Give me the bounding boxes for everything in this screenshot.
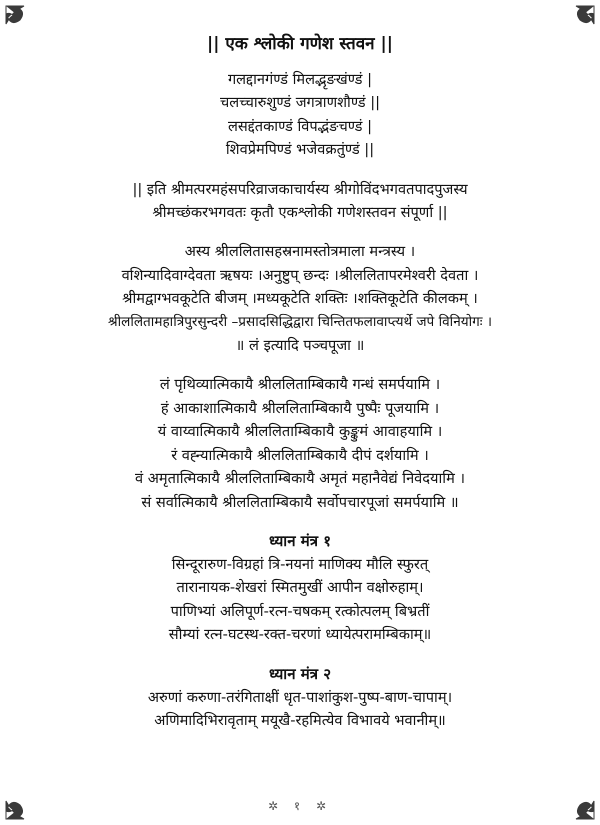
page-title: || एक श्लोकी गणेश स्तवन || xyxy=(207,34,393,54)
puja-line: हं आकाशात्मिकायै श्रीललिताम्बिकायै पुष्पैः पूजयामि । xyxy=(160,399,440,417)
mantra-line: सौम्यां रत्न-घटस्थ-रक्त-चरणां ध्यायेत्परामम्बिकाम्॥ xyxy=(168,626,432,644)
verse-line: गलद्दानगंण्डं मिलद्भृङखंण्डं | xyxy=(227,71,373,88)
puja-line: सं सर्वात्मिकायै श्रीललिताम्बिकायै सर्वोपचारपूजां समर्पयामि ॥ xyxy=(141,493,459,511)
stotra-verse xyxy=(30,68,570,162)
panchapuja-section xyxy=(30,373,570,513)
viniyoga-line: श्रीललितामहात्रिपुरसुन्दरी –प्रसादसिद्धिद्वारा चिन्तितफलावाप्त्यर्थे जपे विनियोगः । xyxy=(107,313,493,330)
dhyana-mantra-1 xyxy=(30,530,570,647)
viniyoga-line: वशिन्यादिवाग्देवता ऋषयः ।अनुष्टुप् छन्दः ।श्रीललितापरमेश्वरी देवता । xyxy=(121,266,479,284)
mantra-line: तारानायक-शेखरां स्मितमुखीं आपीन वक्षोरुहाम्। xyxy=(176,579,424,597)
puja-line: वं अमृतात्मिकायै श्रीललिताम्बिकायै अमृतं महानैवेद्यं निवेदयामि । xyxy=(135,470,465,488)
viniyoga-section xyxy=(30,240,570,357)
viniyoga-line: श्रीमद्वाग्भवकूटेति बीजम् ।मध्यकूटेति शक्तिः ।शक्तिकूटेति कीलकम् । xyxy=(122,290,478,308)
mantra-line: सिन्दूरारुण-विग्रहां त्रि-नयनां माणिक्य मौलि स्फुरत् xyxy=(171,555,429,573)
verse-line: शिवप्रेमपिण्डं भजेवक्रतुंण्डं || xyxy=(225,141,375,159)
section-heading: ध्यान मंत्र २ xyxy=(268,664,332,683)
mantra-line: अरुणां करुणा-तरंगिताक्षीं धृत-पाशांकुश-पुष्प-बाण-चापाम्। xyxy=(147,688,453,706)
viniyoga-line: ॥ लं इत्यादि पञ्चपूजा ॥ xyxy=(235,337,365,355)
footer-ornament-icon: ✲ xyxy=(267,799,285,813)
footer-ornament-icon: ✲ xyxy=(315,799,333,813)
colophon-line: श्रीमच्छंकरभगवतः कृतौ एकश्लोकी गणेशस्तवन संपूर्णा || xyxy=(152,204,448,222)
mantra-line: अणिमादिभिरावृताम् मयूखै-रहमित्येव विभावये भवानीम्॥ xyxy=(154,711,446,729)
page-footer xyxy=(0,797,600,814)
viniyoga-line: अस्य श्रीललितासहस्रनामस्तोत्रमाला मन्त्रस्य । xyxy=(184,243,416,261)
page-number: १ xyxy=(293,799,307,813)
verse-line: चलच्चारुशुण्डं जगत्राणशौण्डं || xyxy=(219,94,381,112)
section-heading: ध्यान मंत्र १ xyxy=(268,531,332,550)
puja-line: लं पृथिव्यात्मिकायै श्रीललिताम्बिकायै गन्धं समर्पयामि । xyxy=(159,376,441,394)
dhyana-mantra-2 xyxy=(30,663,570,733)
puja-line: रं वह्न्यात्मिकायै श्रीललिताम्बिकायै दीपं दर्शयामि । xyxy=(171,446,429,464)
mantra-line: पाणिभ्यां अलिपूर्ण-रत्न-चषकम् रत्कोत्पलम् बिभ्रतीं xyxy=(170,602,430,620)
puja-line: यं वाय्वात्मिकायै श्रीललिताम्बिकायै कुङ्कुमं आवाहयामि । xyxy=(157,423,443,441)
page-content xyxy=(30,32,570,732)
verse-line: लसद्दंतकाण्डं विपद्भंङचण्डं | xyxy=(227,117,373,135)
colophon-line: || इति श्रीमत्परमहंसपरिव्राजकाचार्यस्य श्रीगोविंदभगवतपादपुजस्य xyxy=(132,180,468,198)
colophon xyxy=(30,178,570,225)
